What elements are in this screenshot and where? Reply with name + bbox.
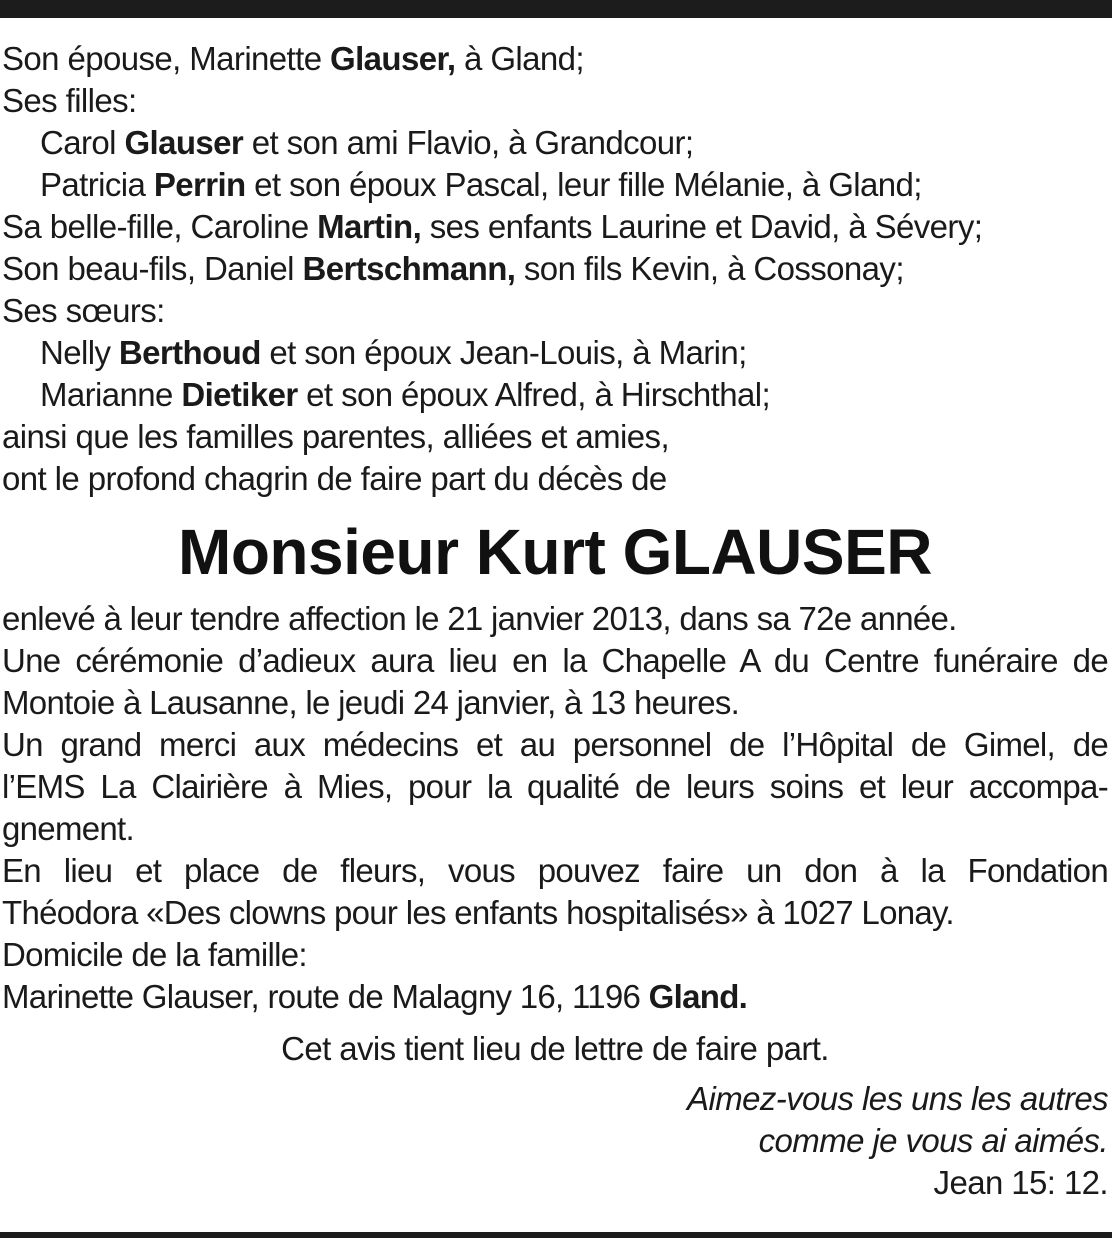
body-line-donation-2: Théodora «Des clowns pour les enfants hospitalisés» à 1027 Lonay.: [2, 894, 954, 931]
body-line-thanks-1: Un grand merci aux médecins et au personnel de l’Hôpital de Gimel, de: [2, 726, 1108, 763]
body-line-domicile-heading: Domicile de la famille:: [2, 936, 307, 973]
top-rule: [0, 0, 1112, 18]
quote-reference: Jean 15: 12.: [933, 1164, 1108, 1201]
family-line-spouse: Son épouse, Marinette Glauser, à Gland;: [2, 40, 584, 77]
body-line-death-date: enlevé à leur tendre affection le 21 janvier 2013, dans sa 72e année.: [2, 600, 957, 637]
body-line-thanks-2: l’EMS La Clairière à Mies, pour la qualité de leurs soins et leur accompa-: [2, 768, 1108, 805]
family-line-sister-2: Marianne Dietiker et son époux Alfred, à Hirschthal;: [40, 376, 771, 413]
family-heading-sisters: Ses sœurs:: [2, 292, 165, 329]
bible-quote: [2, 1078, 1108, 1204]
body-line-domicile-address: Marinette Glauser, route de Malagny 16, 1196 Gland.: [2, 978, 748, 1015]
body-line-thanks-3: gnement.: [2, 810, 134, 847]
family-line-daughter-1: Carol Glauser et son ami Flavio, à Grandcour;: [40, 124, 694, 161]
obituary-notice: [2, 38, 1108, 1204]
deceased-name-title: Monsieur Kurt GLAUSER: [178, 516, 932, 588]
quote-line-1: Aimez-vous les uns les autres: [687, 1080, 1108, 1117]
bottom-rule: [0, 1232, 1112, 1238]
notice-body: [2, 598, 1108, 1018]
quote-line-2: comme je vous ai aimés.: [758, 1122, 1108, 1159]
body-line-ceremony-1: Une cérémonie d’adieux aura lieu en la Chapelle A du Centre funéraire de: [2, 642, 1108, 679]
family-line-sister-1: Nelly Berthoud et son époux Jean-Louis, à Marin;: [40, 334, 747, 371]
family-line-son-in-law: Son beau-fils, Daniel Bertschmann, son fils Kevin, à Cossonay;: [2, 250, 904, 287]
family-line-daughter-2: Patricia Perrin et son époux Pascal, leur fille Mélanie, à Gland;: [40, 166, 922, 203]
body-line-donation-1: En lieu et place de fleurs, vous pouvez faire un don à la Fondation: [2, 852, 1108, 889]
notice-statement: Cet avis tient lieu de lettre de faire part.: [281, 1030, 829, 1067]
family-heading-daughters: Ses filles:: [2, 82, 137, 119]
body-line-ceremony-2: Montoie à Lausanne, le jeudi 24 janvier, à 13 heures.: [2, 684, 740, 721]
family-line-relatives: ainsi que les familles parentes, alliées et amies,: [2, 418, 670, 455]
family-list: [2, 38, 1108, 500]
family-line-announcement: ont le profond chagrin de faire part du décès de: [2, 460, 667, 497]
family-line-daughter-in-law: Sa belle-fille, Caroline Martin, ses enfants Laurine et David, à Sévery;: [2, 208, 983, 245]
